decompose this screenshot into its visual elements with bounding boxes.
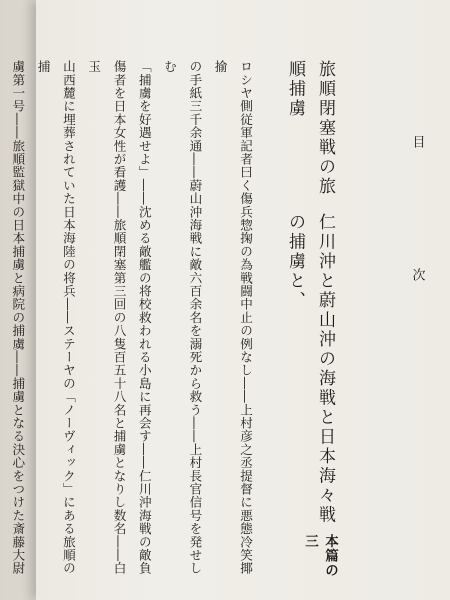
entry-line: 山西麓に埋葬されていた日本海陸の将兵――ステーヤの「ノーヴィック」にある旅順の捕 <box>35 60 76 575</box>
table-of-contents-page <box>10 0 450 600</box>
part-label: 本篇の三 <box>302 534 338 578</box>
entry-list <box>0 60 258 580</box>
entry-line: 虜第一号――旅順監獄中の日本捕虜と病院の捕虜――捕虜となる決心をつけた斎藤大尉 <box>10 60 26 575</box>
page-title-first-char: 目 <box>409 135 425 152</box>
contents-body <box>0 60 340 580</box>
entry-line: 「捕虜を好遇せよ」――沈める敵艦の将校救われる小島に再会す――仁川沖海戦の敵負 <box>136 60 152 575</box>
entry-line: の手紙三千余通――蔚山沖海戦に敵六百余名を溺死から救う――上村長官信号を発せしむ <box>162 60 203 575</box>
part-heading-block <box>280 60 340 580</box>
entry-line: ロシヤ側従軍記者曰く傷兵惣掬の為戦闘中止の例なし――上村彦之丞提督に悪態冷笑揶揄 <box>212 60 253 575</box>
entry-line: 傷者を日本女性が看護――旅順閉塞第三回の八隻百五十八名と捕虜となりし数名――白玉 <box>86 60 127 575</box>
page-title <box>403 135 431 285</box>
part-heading-line-1: 仁川沖と蔚山沖の海戦と日本海々戦の捕虜と、 <box>285 213 335 526</box>
part-heading-line-2: 旅順閉塞戦の旅順捕虜 <box>285 59 335 197</box>
page-title-second-char: 次 <box>409 268 425 285</box>
